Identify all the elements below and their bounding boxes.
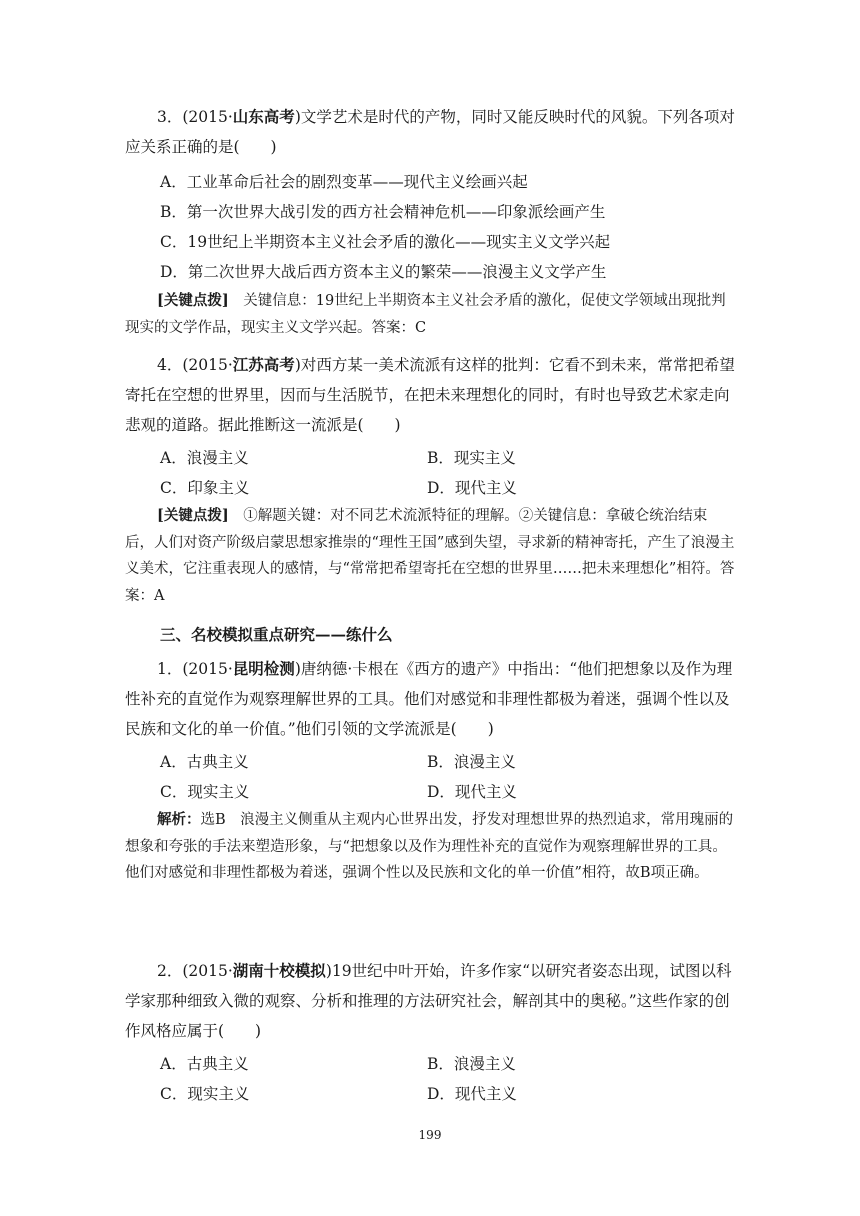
analysis-text: 选B 浪漫主义侧重从主观内心世界出发，抒发对理想世界的热烈追求，常用瑰丽的想象和夸张的手法来塑造形象，与“把想象以及作为理性补充的直觉作为观察理解世界的工具。他们对感觉和非理性都极为着迷，强调个性以及民族和文化的单一价值”相符，故B项正确。 — [125, 812, 734, 881]
question-4-option-d: D．现代主义 — [427, 479, 517, 497]
question-4-option-c: C．印象主义 — [160, 479, 250, 497]
question-source: 湖南十校模拟 — [232, 961, 326, 980]
question-3-option-a: A．工业革命后社会的剧烈变革——现代主义绘画兴起 — [160, 173, 528, 191]
question-text: )对西方某一美术流派有这样的批判：它看不到未来，常常把希望寄托在空想的世界里，因而与生活脱节，在把未来理想化的同时，有时也导致艺术家走向悲观的道路。据此推断这一流派是( ) — [125, 356, 735, 434]
question-3-stem — [125, 102, 735, 162]
question-3-option-c: C．19世纪上半期资本主义社会矛盾的激化——现实主义文学兴起 — [160, 233, 611, 251]
question-3-option-b: B．第一次世界大战引发的西方社会精神危机——印象派绘画产生 — [160, 203, 606, 221]
mock-question-1-option-b: B．浪漫主义 — [427, 753, 516, 771]
mock-question-1-option-a: A．古典主义 — [160, 753, 249, 771]
mock-question-1-stem — [125, 654, 735, 744]
section-title: 三、名校模拟重点研究——练什么 — [160, 625, 393, 644]
question-text: )唐纳德·卡根在《西方的遗产》中指出：“他们把想象以及作为理性补充的直觉作为观察理解世界的工具。他们对感觉和非理性都极为着迷，强调个性以及民族和文化的单一价值。”他们引领的文学流派是( ) — [125, 660, 733, 738]
question-source: 山东高考 — [232, 107, 295, 126]
key-point-text: 关键信息：19世纪上半期资本主义社会矛盾的激化，促使文学领域出现批判现实的文学作品，现实主义文学兴起。答案：C — [125, 293, 726, 336]
question-4-stem — [125, 350, 735, 440]
mock-question-2-option-b: B．浪漫主义 — [427, 1055, 516, 1073]
question-number: 2．(2015· — [157, 962, 233, 980]
analysis-tag: 解析： — [157, 811, 201, 828]
question-4-key-point — [125, 503, 735, 609]
page-number: 199 — [418, 1128, 442, 1142]
mock-question-2-stem — [125, 956, 735, 1046]
question-source: 昆明检测 — [232, 659, 295, 678]
question-text: )文学艺术是时代的产物，同时又能反映时代的风貌。下列各项对应关系正确的是( ) — [125, 108, 735, 156]
mock-question-2-option-a: A．古典主义 — [160, 1055, 249, 1073]
key-point-tag: [关键点拨] — [157, 507, 229, 524]
key-point-text: ①解题关键：对不同艺术流派特征的理解。②关键信息：拿破仑统治结束后，人们对资产阶级启蒙思想家推崇的“理性王国”感到失望，寻求新的精神寄托，产生了浪漫主义美术，它注重表现人的感情，与“常常把希望寄托在空想的世界里……把未来理想化”相符。答案：A — [125, 508, 735, 604]
question-4-option-b: B．现实主义 — [427, 449, 516, 467]
mock-question-1-option-d: D．现代主义 — [427, 783, 517, 801]
mock-question-2-option-c: C．现实主义 — [160, 1085, 250, 1103]
mock-question-1-analysis — [125, 807, 735, 887]
question-source: 江苏高考 — [232, 355, 295, 374]
mock-question-1-option-c: C．现实主义 — [160, 783, 250, 801]
question-number: 4．(2015· — [157, 356, 233, 374]
question-number: 3．(2015· — [157, 108, 233, 126]
key-point-tag: [关键点拨] — [157, 292, 229, 309]
question-4-option-a: A．浪漫主义 — [160, 449, 249, 467]
mock-question-2-option-d: D．现代主义 — [427, 1085, 517, 1103]
question-3-option-d: D．第二次世界大战后西方资本主义的繁荣——浪漫主义文学产生 — [160, 263, 607, 281]
question-text: )19世纪中叶开始，许多作家“以研究者姿态出现，试图以科学家那种细致入微的观察、分析和推理的方法研究社会，解剖其中的奥秘。”这些作家的创作风格应属于( ) — [125, 962, 732, 1040]
question-number: 1．(2015· — [157, 660, 233, 678]
question-3-key-point — [125, 288, 735, 341]
